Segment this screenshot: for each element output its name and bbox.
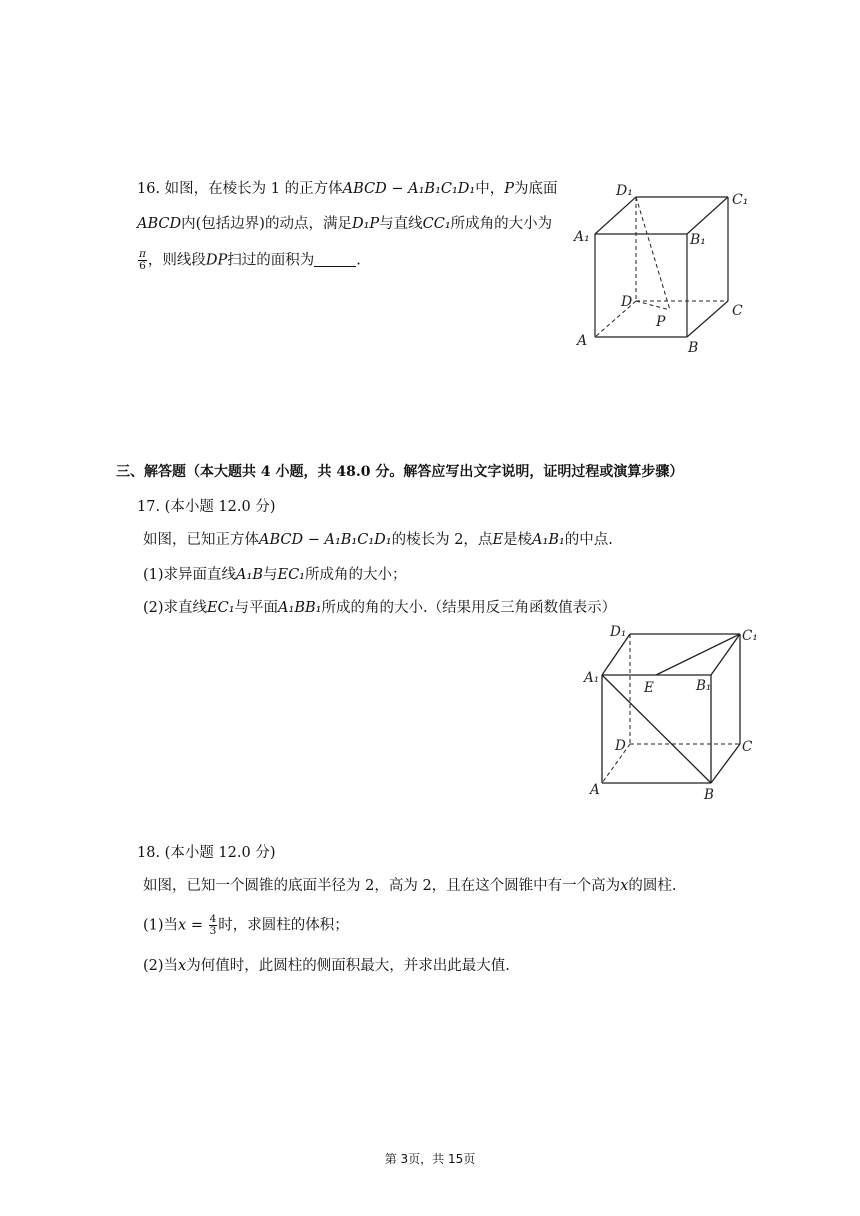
question-number: 16. — [137, 181, 161, 197]
edge-a1d1 — [595, 197, 636, 234]
label-c1: C₁ — [732, 192, 749, 208]
label-d: D — [615, 738, 626, 754]
q16-line3: $\frac{\pi}{6}$ ，则线段DP扫过的面积为 . — [139, 248, 361, 272]
page-footer: 第 3页，共 15页 — [384, 1152, 476, 1166]
q18-part1: (1)当x = $\frac{4}{3}$ 时，求圆柱的体积； — [143, 913, 349, 937]
q16-line1: 16. 如图，在棱长为 1 的正方体ABCD − A₁B₁C₁D₁中，P为底面 — [137, 181, 558, 197]
label-a1: A₁ — [584, 670, 600, 686]
q17-part1: (1)求异面直线A₁B与EC₁所成角的大小； — [143, 567, 407, 583]
answer-blank — [314, 252, 356, 267]
figure-cube-q16 — [570, 178, 760, 358]
label-c1: C₁ — [742, 628, 758, 644]
q18-header: 18. (本小题 12.0 分) — [137, 845, 276, 861]
segment-a1b — [602, 675, 711, 783]
q18-part2: (2)当x为何值时，此圆柱的侧面积最大，并求出此最大值. — [143, 958, 510, 974]
label-b1: B₁ — [696, 678, 712, 694]
segment-dp — [636, 301, 670, 310]
segment-ec1 — [656, 634, 740, 675]
label-b: B — [688, 340, 699, 356]
label-d: D — [621, 294, 633, 310]
segment-d1p — [636, 197, 670, 310]
edge-cb — [687, 301, 728, 337]
figure-cube-q17 — [578, 620, 768, 810]
label-a: A — [590, 782, 600, 798]
edge-c1b1 — [711, 634, 740, 675]
q16-line2: ABCD内(包括边界)的动点，满足D₁P与直线CC₁所成角的大小为 — [137, 216, 553, 232]
label-e: E — [644, 680, 654, 696]
label-d1: D₁ — [610, 624, 627, 640]
fraction-pi-over-6: $\frac{\pi}{6}$ — [139, 248, 146, 272]
q17-header: 17. (本小题 12.0 分) — [137, 499, 276, 515]
label-d1: D₁ — [616, 183, 633, 199]
label-b1: B₁ — [690, 232, 706, 248]
section-title: 三、解答题（本大题共 4 小题，共 48.0 分。解答应写出文字说明，证明过程或演算步骤） — [116, 464, 684, 480]
edge-a1d1 — [602, 634, 630, 675]
edge-c1b1 — [687, 197, 728, 234]
label-p: P — [656, 314, 666, 330]
label-b: B — [704, 787, 714, 803]
label-c: C — [732, 303, 743, 319]
q18-line1: 如图，已知一个圆锥的底面半径为 2，高为 2，且在这个圆锥中有一个高为x的圆柱. — [143, 878, 677, 894]
fraction-4-over-3: $\frac{4}{3}$ — [209, 913, 217, 937]
label-a1: A₁ — [574, 229, 590, 245]
q17-line1: 如图，已知正方体ABCD − A₁B₁C₁D₁的棱长为 2，点E是棱A₁B₁的中点. — [143, 532, 613, 548]
label-c: C — [742, 739, 753, 755]
label-a: A — [577, 333, 588, 349]
edge-cb — [711, 744, 740, 783]
q17-part2: (2)求直线EC₁与平面A₁BB₁所成的角的大小.（结果用反三角函数值表示） — [143, 600, 617, 616]
